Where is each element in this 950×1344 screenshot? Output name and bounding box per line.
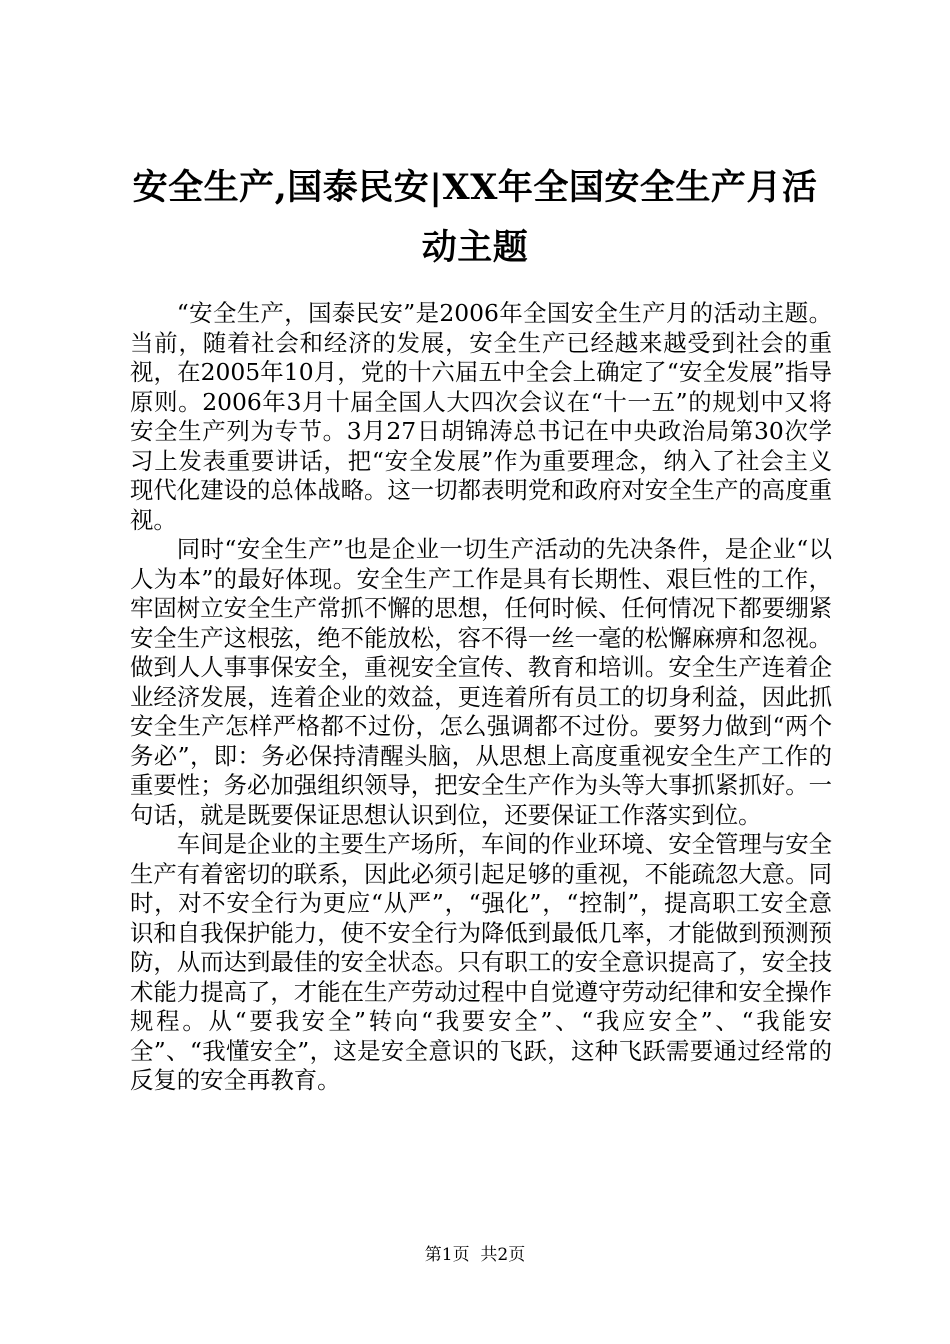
document-body [130,299,832,1096]
page-number: 第1页 [424,1245,470,1265]
paragraph-3: 车间是企业的主要生产场所，车间的作业环境、安全管理与安全生产有着密切的联系，因此必须引起足够的重视，不能疏忽大意。同时，对不安全行为更应“从严”，“强化”，“控制”，提高职工安全意识和自我保护能力，使不安全行为降低到最低几率，才能做到预测预防，从而达到最佳的安全状态。只有职工的安全意识提高了，安全技术能力提高了，才能在生产劳动过程中自觉遵守劳动纪律和安全操作规程。从“要我安全”转向“我要安全”、“我应安全”、“我能安全”、“我懂安全”，这是安全意识的飞跃，这种飞跃需要通过经常的反复的安全再教育。 [130,830,832,1094]
page-footer [0,1244,950,1266]
paragraph-1: “安全生产，国泰民安”是2006年全国安全生产月的活动主题。当前，随着社会和经济的发展，安全生产已经越来越受到社会的重视，在2005年10月，党的十六届五中全会上确定了“安全发展”指导原则。2006年3月十届全国人大四次会议在“十一五”的规划中又将安全生产列为专节。3月27日胡锦涛总书记在中央政治局第30次学习上发表重要讲话，把“安全发展”作为重要理念，纳入了社会主义现代化建设的总体战略。这一切都表明党和政府对安全生产的高度重视。 [130,299,832,534]
total-pages: 共2页 [480,1245,526,1265]
paragraph-2: 同时“安全生产”也是企业一切生产活动的先决条件，是企业“以人为本”的最好体现。安全生产工作是具有长期性、艰巨性的工作，牢固树立安全生产常抓不懈的思想，任何时候、任何情况下都要绷紧安全生产这根弦，绝不能放松，容不得一丝一毫的松懈麻痹和忽视。做到人人事事保安全，重视安全宣传、教育和培训。安全生产连着企业经济发展，连着企业的效益，更连着所有员工的切身利益，因此抓安全生产怎样严格都不过份，怎么强调都不过份。要努力做到“两个务必”，即：务必保持清醒头脑，从思想上高度重视安全生产工作的重要性；务必加强组织领导，把安全生产作为头等大事抓紧抓好。一句话，就是既要保证思想认识到位，还要保证工作落实到位。 [130,535,832,829]
document-title: 安全生产,国泰民安|XX年全国安全生产月活动主题 [132,167,818,268]
